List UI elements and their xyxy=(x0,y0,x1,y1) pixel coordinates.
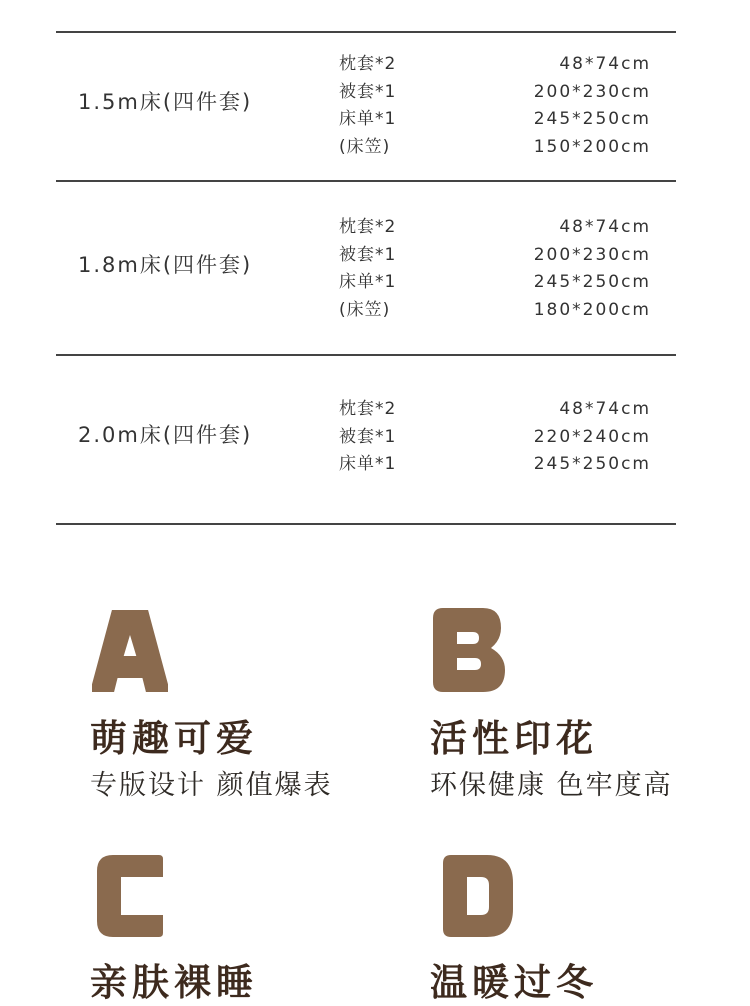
dimension-value: 220*240cm xyxy=(533,426,651,447)
item-label: 枕套*2 xyxy=(339,399,397,419)
dimension-value: 245*250cm xyxy=(533,454,651,474)
item-label: 床单*1 xyxy=(339,272,397,292)
feature-c xyxy=(97,855,163,937)
feature-b xyxy=(433,608,505,692)
dimension-list xyxy=(534,51,651,161)
feature-d xyxy=(443,855,513,937)
item-label: 被套*1 xyxy=(339,244,397,265)
feature-title: 萌趣可爱 xyxy=(90,717,258,760)
table-rule-top xyxy=(56,31,676,33)
size-name: 1.5m床(四件套) xyxy=(78,90,253,114)
letter-b-icon xyxy=(433,608,505,692)
dimension-value: 48*74cm xyxy=(559,399,651,419)
letter-a-icon xyxy=(92,610,168,692)
dimension-value: 245*250cm xyxy=(533,109,651,129)
dimension-value: 245*250cm xyxy=(533,272,651,292)
item-label: 枕套*2 xyxy=(339,54,397,74)
table-rule xyxy=(56,354,676,356)
item-label: 枕套*2 xyxy=(339,217,397,237)
dimension-value: 48*74cm xyxy=(559,54,651,74)
item-label: 被套*1 xyxy=(339,81,397,102)
item-label: (床笠) xyxy=(339,136,391,157)
table-rule xyxy=(56,180,676,182)
item-label: 床单*1 xyxy=(339,109,397,129)
feature-title: 温暖过冬 xyxy=(430,961,598,1004)
dimension-value: 200*230cm xyxy=(533,244,651,265)
dimension-value: 180*200cm xyxy=(533,299,651,320)
item-label: 被套*1 xyxy=(339,426,397,447)
letter-c-icon xyxy=(97,855,163,937)
letter-d-icon xyxy=(443,855,513,937)
dimension-value: 48*74cm xyxy=(559,217,651,237)
item-list xyxy=(339,51,396,161)
dimension-list xyxy=(534,396,651,479)
feature-subtitle: 环保健康 色牢度高 xyxy=(430,770,673,801)
item-list xyxy=(339,214,396,324)
feature-title: 亲肤裸睡 xyxy=(90,961,258,1004)
dimension-value: 200*230cm xyxy=(533,81,651,102)
size-name: 1.8m床(四件套) xyxy=(78,253,253,277)
item-label: (床笠) xyxy=(339,299,391,320)
dimension-value: 150*200cm xyxy=(533,136,651,157)
size-name: 2.0m床(四件套) xyxy=(78,423,253,447)
feature-a xyxy=(92,610,168,692)
table-rule-bottom xyxy=(56,523,676,525)
item-label: 床单*1 xyxy=(339,454,397,474)
feature-subtitle: 专版设计 颜值爆表 xyxy=(90,770,333,801)
item-list xyxy=(339,396,396,479)
feature-title: 活性印花 xyxy=(430,717,598,760)
dimension-list xyxy=(534,214,651,324)
